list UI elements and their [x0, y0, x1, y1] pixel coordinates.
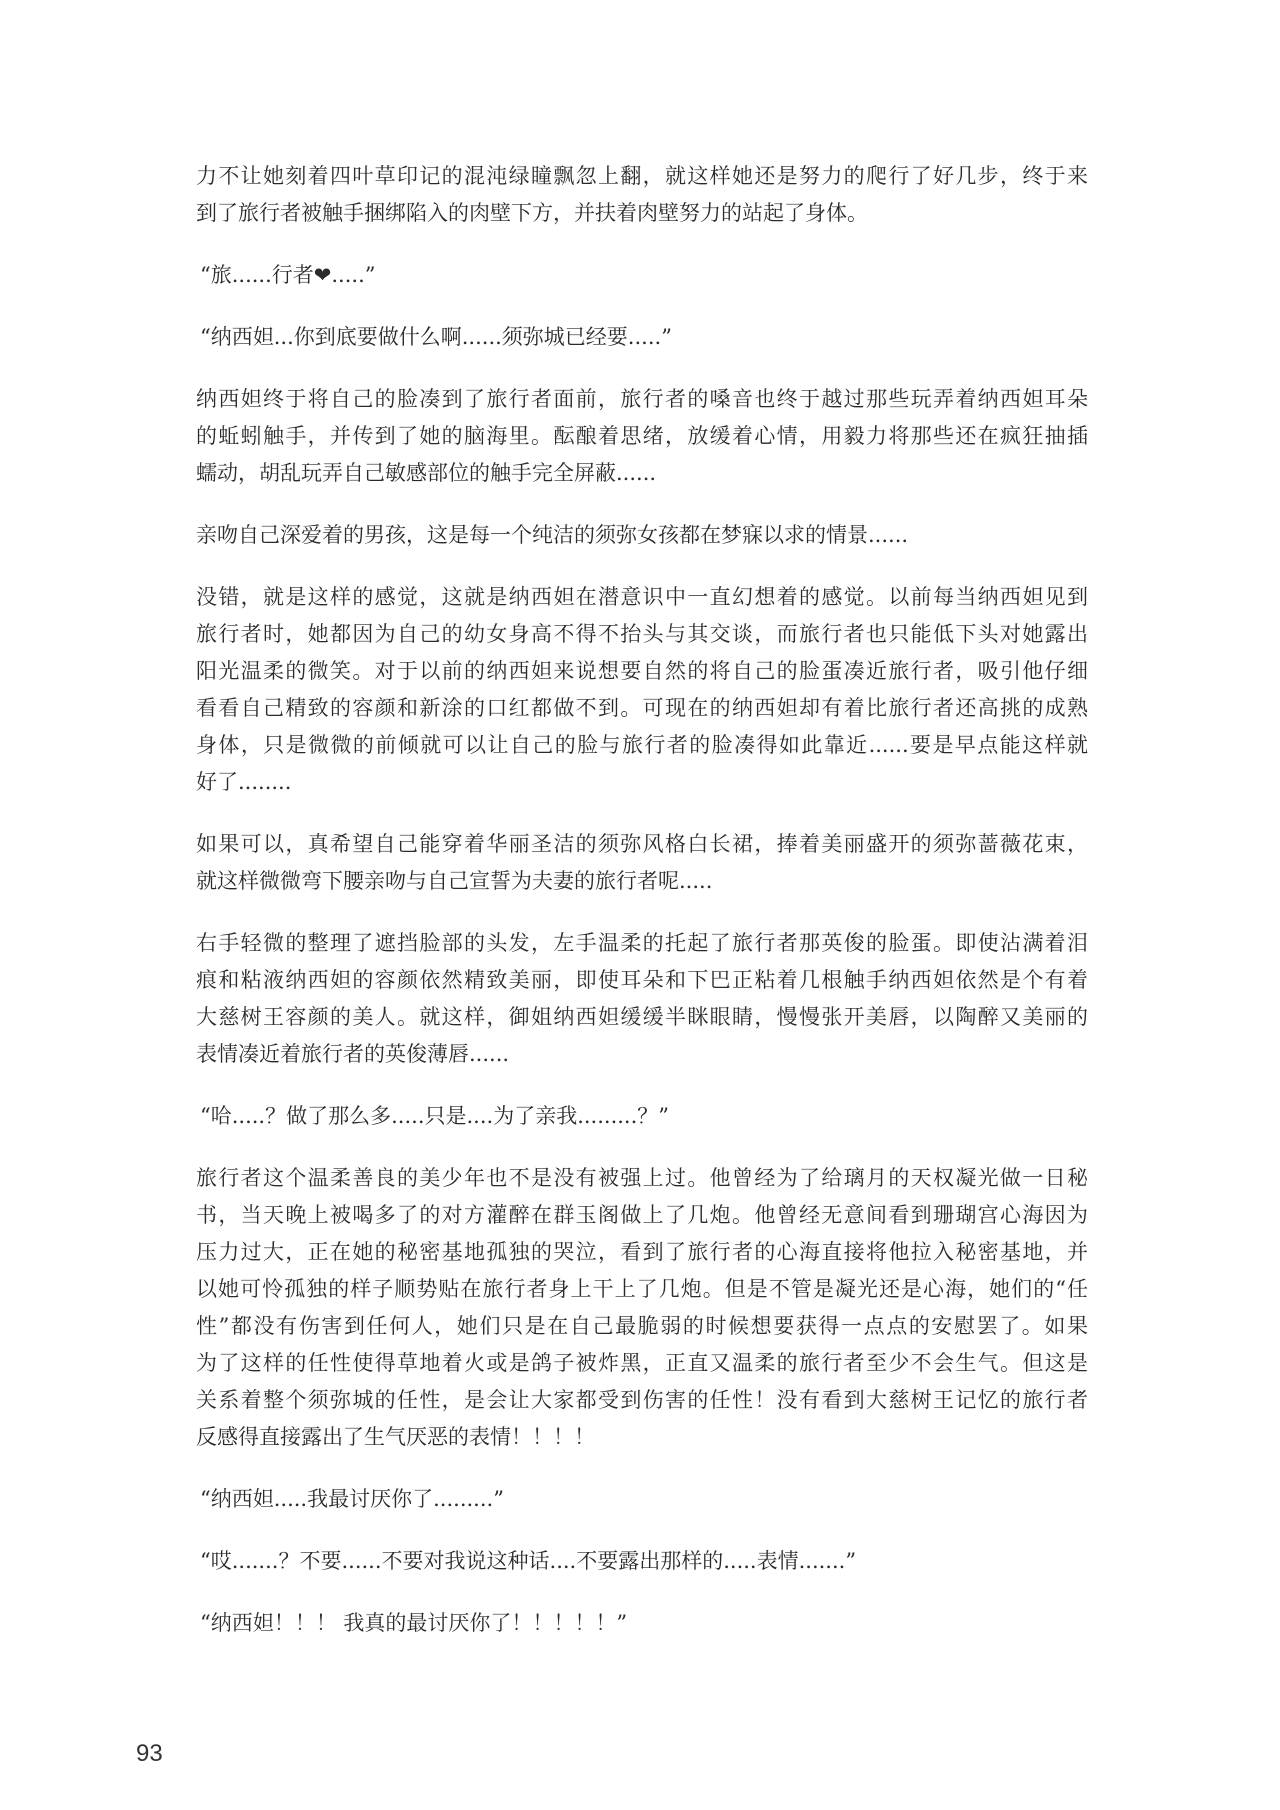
text-line: 右手轻微的整理了遮挡脸部的头发，左手温柔的托起了旅行者那英俊的脸蛋。即使沾满着泪 [196, 931, 1088, 955]
page-number: 93 [136, 1740, 163, 1767]
text-line: 以她可怜孤独的样子顺势贴在旅行者身上干上了几炮。但是不管是凝光还是心海，她们的“任 [196, 1277, 1088, 1301]
text-line: 没错，就是这样的感觉，这就是纳西妲在潜意识中一直幻想着的感觉。以前每当纳西妲见到 [196, 585, 1088, 609]
text-line: “纳西妲！！！ 我真的最讨厌你了！！！！！” [200, 1611, 628, 1635]
text-line: 压力过大，正在她的秘密基地孤独的哭泣，看到了旅行者的心海直接将他拉入秘密基地，并 [196, 1240, 1088, 1264]
text-line: 看看自己精致的容颜和新涂的口红都做不到。可现在的纳西妲却有着比旅行者还高挑的成熟 [196, 696, 1088, 720]
text-line: 身体，只是微微的前倾就可以让自己的脸与旅行者的脸凑得如此靠近......要是早点能这样就 [196, 733, 1088, 757]
text-line: 关系着整个须弥城的任性，是会让大家都受到伤害的任性！没有看到大慈树王记忆的旅行者 [196, 1388, 1088, 1412]
text-line: 蠕动，胡乱玩弄自己敏感部位的触手完全屏蔽...... [196, 461, 657, 485]
text-line: 书，当天晚上被喝多了的对方灌醉在群玉阁做上了几炮。他曾经无意间看到珊瑚宫心海因为 [196, 1203, 1088, 1227]
text-line: 力不让她刻着四叶草印记的混沌绿瞳飘忽上翻，就这样她还是努力的爬行了好几步，终于来 [196, 164, 1088, 188]
narration-paragraph [196, 925, 1088, 1073]
narration-paragraph [196, 826, 1088, 900]
narration-paragraph [196, 1160, 1088, 1456]
text-line: 就这样微微弯下腰亲吻与自己宣誓为夫妻的旅行者呢..... [196, 869, 713, 893]
text-line: “旅......行者❤.....” [200, 263, 376, 287]
text-line: 反感得直接露出了生气厌恶的表情！！！！ [196, 1425, 595, 1449]
dialog-paragraph [196, 1098, 1088, 1135]
text-line: 旅行者这个温柔善良的美少年也不是没有被强上过。他曾经为了给璃月的天权凝光做一日秘 [196, 1166, 1088, 1190]
dialog-paragraph [196, 1543, 1088, 1580]
text-line: 阳光温柔的微笑。对于以前的纳西妲来说想要自然的将自己的脸蛋凑近旅行者，吸引他仔细 [196, 659, 1088, 683]
narration-paragraph [196, 381, 1088, 492]
page-body [196, 158, 1088, 1667]
text-line: 为了这样的任性使得草地着火或是鸽子被炸黑，正直又温柔的旅行者至少不会生气。但这是 [196, 1351, 1088, 1375]
text-line: 痕和粘液纳西妲的容颜依然精致美丽，即使耳朵和下巴正粘着几根触手纳西妲依然是个有着 [196, 968, 1088, 992]
text-line: 如果可以，真希望自己能穿着华丽圣洁的须弥风格白长裙，捧着美丽盛开的须弥蔷薇花束， [196, 832, 1088, 856]
text-line: 旅行者时，她都因为自己的幼女身高不得不抬头与其交谈，而旅行者也只能低下头对她露出 [196, 622, 1088, 646]
text-line: “哎.......？不要......不要对我说这种话....不要露出那样的.....表情.......” [200, 1549, 857, 1573]
text-line: 表情凑近着旅行者的英俊薄唇...... [196, 1042, 510, 1066]
text-line: “纳西妲...你到底要做什么啊......须弥城已经要.....” [200, 325, 672, 349]
dialog-paragraph [196, 319, 1088, 356]
text-line: 大慈树王容颜的美人。就这样，御姐纳西妲缓缓半眯眼睛，慢慢张开美唇，以陶醉又美丽的 [196, 1005, 1088, 1029]
text-line: 到了旅行者被触手捆绑陷入的肉壁下方，并扶着肉壁努力的站起了身体。 [196, 201, 868, 225]
text-line: 性”都没有伤害到任何人，她们只是在自己最脆弱的时候想要获得一点点的安慰罢了。如果 [196, 1314, 1088, 1338]
text-line: “纳西妲.....我最讨厌你了.........” [200, 1487, 504, 1511]
text-line: “哈.....？做了那么多.....只是....为了亲我.........？” [200, 1104, 670, 1128]
dialog-paragraph [196, 1605, 1088, 1642]
text-line: 好了........ [196, 770, 292, 794]
text-line: 的蚯蚓触手，并传到了她的脑海里。酝酿着思绪，放缓着心情，用毅力将那些还在疯狂抽插 [196, 424, 1088, 448]
text-line: 纳西妲终于将自己的脸凑到了旅行者面前，旅行者的嗓音也终于越过那些玩弄着纳西妲耳朵 [196, 387, 1088, 411]
dialog-paragraph [196, 257, 1088, 294]
narration-paragraph [196, 517, 1088, 554]
narration-paragraph [196, 579, 1088, 801]
text-line: 亲吻自己深爱着的男孩，这是每一个纯洁的须弥女孩都在梦寐以求的情景...... [196, 523, 909, 547]
narration-paragraph [196, 158, 1088, 232]
dialog-paragraph [196, 1481, 1088, 1518]
